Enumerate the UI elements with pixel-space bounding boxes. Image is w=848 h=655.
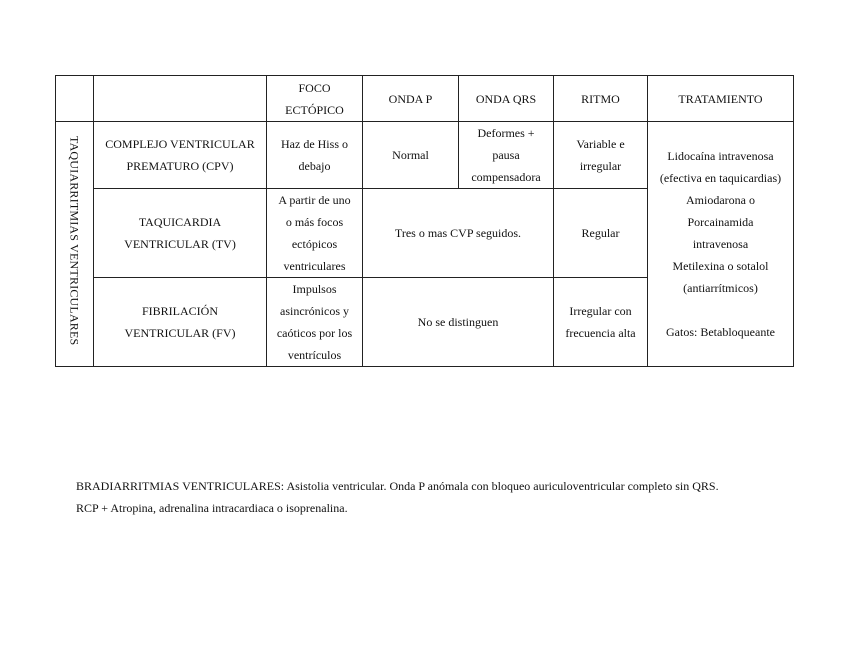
tratamiento-line: Porcainamida xyxy=(687,215,754,229)
notes-line-2: RCP + Atropina, adrenalina intracardiaca o isoprenalina. xyxy=(76,501,348,515)
row-name-line: VENTRICULAR (TV) xyxy=(124,237,236,251)
row-ondas-merged: Tres o mas CVP seguidos. xyxy=(363,189,554,278)
row-foco-line: A partir de uno xyxy=(278,193,351,207)
header-empty-cell xyxy=(56,76,94,122)
row-foco-line: ventrículos xyxy=(287,348,342,362)
tratamiento-line: Metilexina o sotalol xyxy=(672,259,769,273)
row-foco-line: ventriculares xyxy=(283,259,346,273)
row-foco xyxy=(267,122,363,189)
row-ritmo-line: Irregular con xyxy=(569,304,632,318)
group-label: TAQUIARRITMIAS VENTRICULARES xyxy=(67,135,82,346)
row-foco-line: asincrónicos y xyxy=(280,304,349,318)
header-ritmo: RITMO xyxy=(554,76,648,122)
row-onda-qrs-line: compensadora xyxy=(471,170,541,184)
header-foco-line: ECTÓPICO xyxy=(285,102,344,117)
tratamiento-cell xyxy=(648,122,794,367)
notes-line-1: BRADIARRITMIAS VENTRICULARES: Asistolia ventricular. Onda P anómala con bloqueo auriculoventricular completo sin QRS. xyxy=(76,479,719,493)
header-row xyxy=(56,76,794,122)
row-ritmo-line: frecuencia alta xyxy=(565,326,636,340)
tratamiento-line: (antiarrítmicos) xyxy=(683,281,758,295)
header-onda-qrs: ONDA QRS xyxy=(459,76,554,122)
row-ritmo xyxy=(554,122,648,189)
row-ondas-merged: No se distinguen xyxy=(363,278,554,367)
row-foco-line: debajo xyxy=(298,159,331,173)
row-foco-line: ectópicos xyxy=(291,237,338,251)
row-ritmo-line: irregular xyxy=(579,159,622,173)
row-foco xyxy=(267,189,363,278)
tratamiento-line: Amiodarona o xyxy=(686,193,755,207)
row-onda-qrs xyxy=(459,122,554,189)
row-ritmo: Regular xyxy=(554,189,648,278)
row-onda-qrs-line: Deformes + xyxy=(477,126,535,140)
tratamiento-line: intravenosa xyxy=(692,237,749,251)
row-foco xyxy=(267,278,363,367)
arrhythmia-table xyxy=(55,75,794,367)
tratamiento-line: (efectiva en taquicardias) xyxy=(659,171,782,185)
row-name-line: FIBRILACIÓN xyxy=(141,304,218,318)
row-name xyxy=(94,278,267,367)
row-name-line: PREMATURO (CPV) xyxy=(126,159,234,173)
row-name-line: VENTRICULAR (FV) xyxy=(124,326,236,340)
row-name-line: TAQUICARDIA xyxy=(138,215,222,229)
header-foco xyxy=(267,76,363,122)
header-foco-line: FOCO xyxy=(298,80,331,95)
tratamiento-line: Gatos: Betabloqueante xyxy=(666,325,775,339)
row-ritmo-line: Variable e xyxy=(576,137,625,151)
header-empty-cell xyxy=(94,76,267,122)
header-onda-p: ONDA P xyxy=(363,76,459,122)
row-name-line: COMPLEJO VENTRICULAR xyxy=(105,137,255,151)
row-onda-p: Normal xyxy=(363,122,459,189)
row-foco-line: caóticos por los xyxy=(276,326,353,340)
bradiarritmias-notes xyxy=(76,475,719,519)
row-ritmo xyxy=(554,278,648,367)
row-foco-line: Haz de Hiss o xyxy=(281,137,348,151)
tratamiento-spacer xyxy=(651,299,790,321)
row-onda-qrs-line: pausa xyxy=(492,148,520,162)
row-name xyxy=(94,122,267,189)
row-name xyxy=(94,189,267,278)
group-label-cell xyxy=(56,122,94,367)
row-foco-line: Impulsos xyxy=(292,282,337,296)
tratamiento-line: Lidocaína intravenosa xyxy=(667,149,774,163)
header-tratamiento: TRATAMIENTO xyxy=(648,76,794,122)
table-row xyxy=(56,122,794,189)
row-foco-line: o más focos xyxy=(285,215,344,229)
